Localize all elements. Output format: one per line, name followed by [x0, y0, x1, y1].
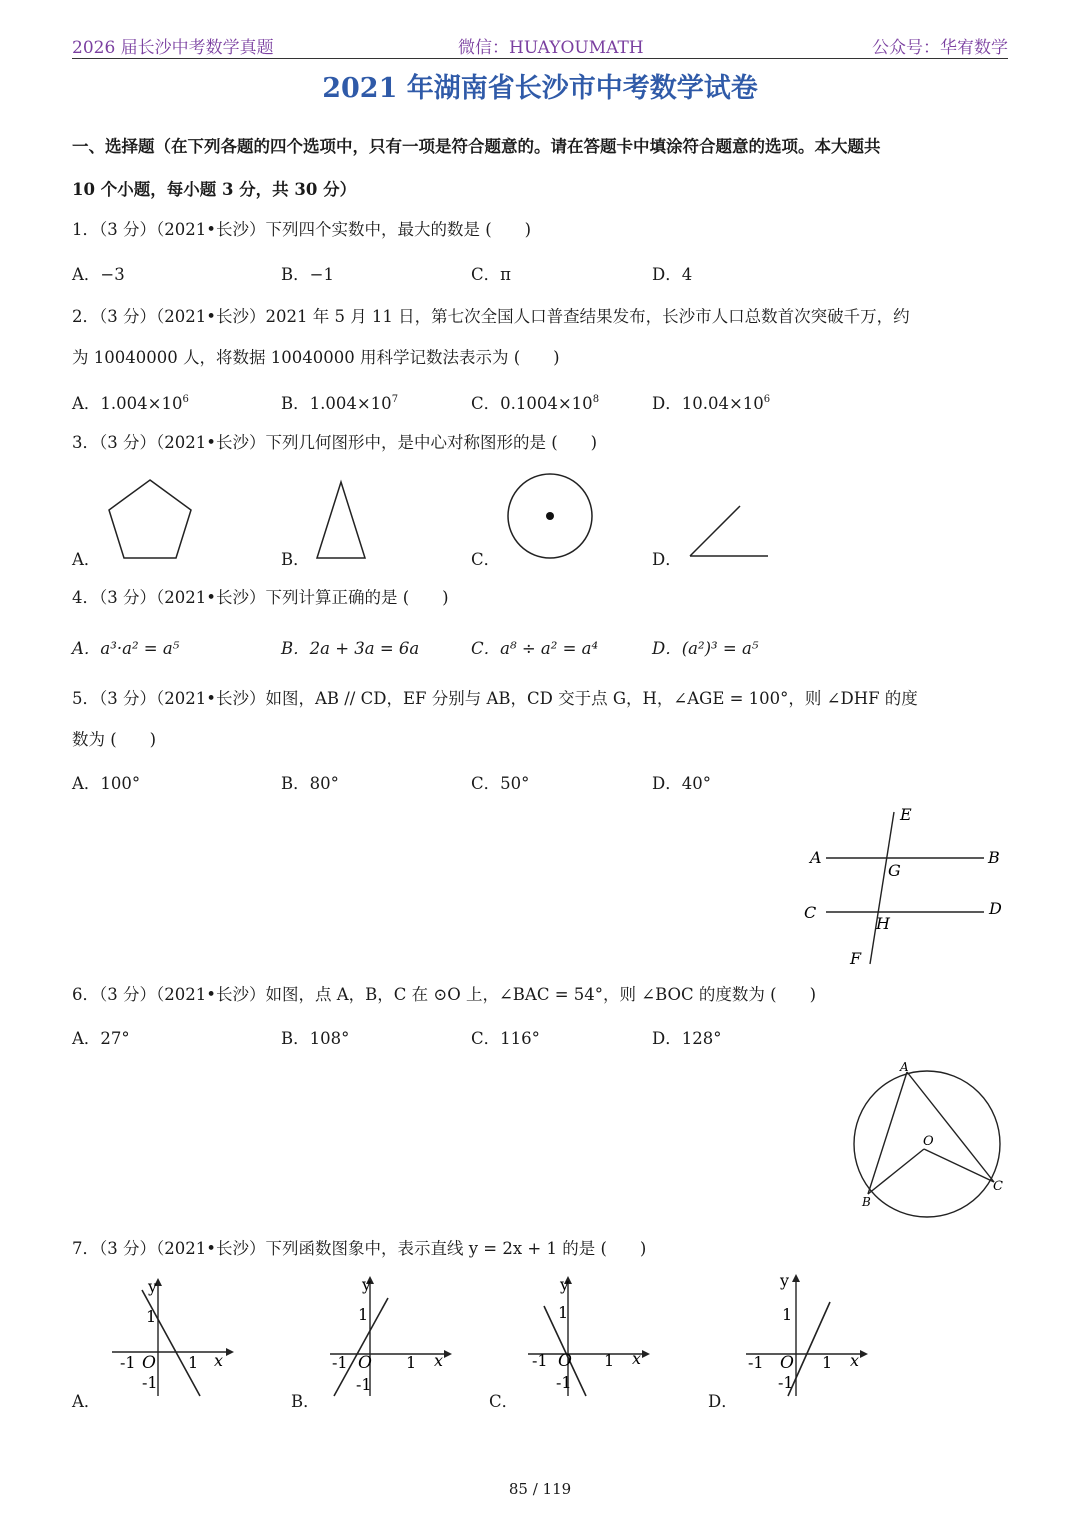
q3-stem: 3．（3 分）（2021•长沙）下列几何图形中，是中心对称图形的是 ( )	[72, 433, 598, 452]
parallel-lines-figure	[796, 800, 1016, 972]
q6-option-a: A．27°	[72, 1029, 130, 1048]
header-divider	[72, 58, 1008, 59]
pentagon-figure	[104, 475, 196, 563]
label-h: H	[876, 914, 890, 933]
label-a: A	[810, 848, 822, 867]
q5-option-c: C．50°	[471, 774, 530, 793]
q7-stem: 7．（3 分）（2021•长沙）下列函数图象中，表示直线 y = 2x + 1 的是 ( )	[72, 1239, 647, 1258]
origin-label: O	[358, 1353, 372, 1373]
origin-label: O	[780, 1353, 794, 1373]
x-axis-label: x	[434, 1351, 444, 1370]
q5-option-d: D．40°	[652, 774, 711, 793]
section-heading-line1: 一、选择题（在下列各题的四个选项中，只有一项是符合题意的。请在答题卡中填涂符合题意的选项。本大题共	[72, 137, 881, 156]
q1-option-d: D．4	[652, 265, 693, 284]
tick-1-x: 1	[188, 1353, 199, 1372]
y-axis-label: y	[560, 1275, 570, 1294]
origin-label: O	[142, 1353, 156, 1373]
q4-option-c: C．a⁸ ÷ a² = a⁴	[471, 639, 599, 658]
header-center: 微信：HUAYOUMATH	[458, 38, 644, 58]
label-c: C	[804, 903, 817, 922]
y-axis-label: y	[362, 1275, 372, 1294]
circle-figure	[504, 470, 596, 562]
q7-option-a: A．	[72, 1392, 101, 1411]
q2-option-a: A．$1.004\times 10^6$	[72, 394, 189, 413]
label-a: A	[900, 1060, 909, 1074]
q2-option-c: C．$0.1004\times 10^8$	[471, 394, 600, 413]
q3-option-d: D．	[652, 550, 682, 569]
origin-label: O	[558, 1351, 572, 1371]
tick-1-x: 1	[604, 1351, 615, 1370]
circle-angle-figure	[846, 1058, 1010, 1224]
isosceles-triangle-figure	[313, 478, 369, 562]
q1-option-c: C．π	[471, 265, 511, 284]
page-title: 2021 年湖南省长沙市中考数学试卷	[322, 73, 758, 104]
tick-neg1-y: -1	[142, 1373, 158, 1392]
y-axis-label: y	[148, 1277, 158, 1296]
q1-option-b: B．−1	[281, 265, 334, 284]
tick-neg1-y: -1	[556, 1373, 572, 1392]
q4-option-a: A．a³·a² = a⁵	[72, 639, 180, 658]
q4-option-d: D．(a²)³ = a⁵	[652, 639, 759, 658]
q6-option-d: D．128°	[652, 1029, 722, 1048]
angle-figure	[686, 500, 772, 562]
q3-option-c: C．	[471, 550, 501, 569]
x-axis-label: x	[214, 1351, 224, 1370]
graph-option-c	[524, 1270, 650, 1402]
q7-option-c: C．	[489, 1392, 519, 1411]
q2-stem-line2: 为 10040000 人，将数据 10040000 用科学记数法表示为 ( )	[72, 348, 560, 367]
q4-stem: 4．（3 分）（2021•长沙）下列计算正确的是 ( )	[72, 588, 449, 607]
tick-1-y: 1	[558, 1303, 569, 1322]
q2-option-d: D．$10.04\times 10^6$	[652, 394, 771, 413]
x-axis-label: x	[632, 1349, 642, 1368]
tick-1-y: 1	[146, 1307, 157, 1326]
q4-option-b: B．2a + 3a = 6a	[281, 639, 420, 658]
x-axis-label: x	[850, 1351, 860, 1370]
q5-option-a: A．100°	[72, 774, 141, 793]
label-b: B	[988, 848, 1000, 867]
q2-option-b: B．$1.004\times 10^7$	[281, 394, 399, 413]
page-number: 85 / 119	[508, 1480, 572, 1498]
label-o: O	[923, 1134, 934, 1149]
y-axis-label: y	[780, 1271, 790, 1290]
tick-1-y: 1	[358, 1305, 369, 1324]
tick-1-y: 1	[782, 1305, 793, 1324]
q7-option-b: B．	[291, 1392, 320, 1411]
q6-option-b: B．108°	[281, 1029, 350, 1048]
q7-option-d: D．	[708, 1392, 738, 1411]
tick-neg1-x: -1	[332, 1353, 348, 1372]
graph-option-b	[326, 1270, 452, 1402]
label-e: E	[900, 805, 912, 824]
header-right: 公众号：华宥数学	[872, 38, 1008, 58]
q6-stem: 6．（3 分）（2021•长沙）如图，点 A，B，C 在 ⊙O 上，∠BAC = 54°，则 ∠BOC 的度数为 ( )	[72, 985, 817, 1004]
tick-1-x: 1	[822, 1353, 833, 1372]
q3-option-a: A．	[72, 550, 101, 569]
tick-neg1-y: -1	[356, 1375, 372, 1394]
q5-option-b: B．80°	[281, 774, 339, 793]
q1-option-a: A．−3	[72, 265, 125, 284]
tick-neg1-y: -1	[778, 1373, 794, 1392]
tick-neg1-x: -1	[120, 1353, 136, 1372]
q5-stem-line1: 5．（3 分）（2021•长沙）如图，AB // CD，EF 分别与 AB，CD 交于点 G，H，∠AGE = 100°，则 ∠DHF 的度	[72, 689, 918, 708]
q6-option-c: C．116°	[471, 1029, 540, 1048]
section-heading-line2: 10 个小题，每小题 3 分，共 30 分）	[72, 180, 357, 199]
tick-neg1-x: -1	[532, 1351, 548, 1370]
tick-1-x: 1	[406, 1353, 417, 1372]
q2-stem-line1: 2．（3 分）（2021•长沙）2021 年 5 月 11 日，第七次全国人口普查结果发布，长沙市人口总数首次突破千万，约	[72, 307, 910, 326]
q5-stem-line2: 数为 ( )	[72, 730, 157, 749]
q1-stem: 1．（3 分）（2021•长沙）下列四个实数中，最大的数是 ( )	[72, 220, 532, 239]
label-d: D	[989, 899, 1002, 918]
label-f: F	[850, 949, 862, 968]
label-b: B	[862, 1195, 871, 1209]
label-g: G	[888, 861, 901, 880]
q3-option-b: B．	[281, 550, 310, 569]
tick-neg1-x: -1	[748, 1353, 764, 1372]
graph-option-a	[108, 1272, 234, 1402]
header-left: 2026 届长沙中考数学真题	[72, 38, 274, 58]
label-c: C	[993, 1179, 1003, 1194]
graph-option-d	[742, 1268, 868, 1402]
